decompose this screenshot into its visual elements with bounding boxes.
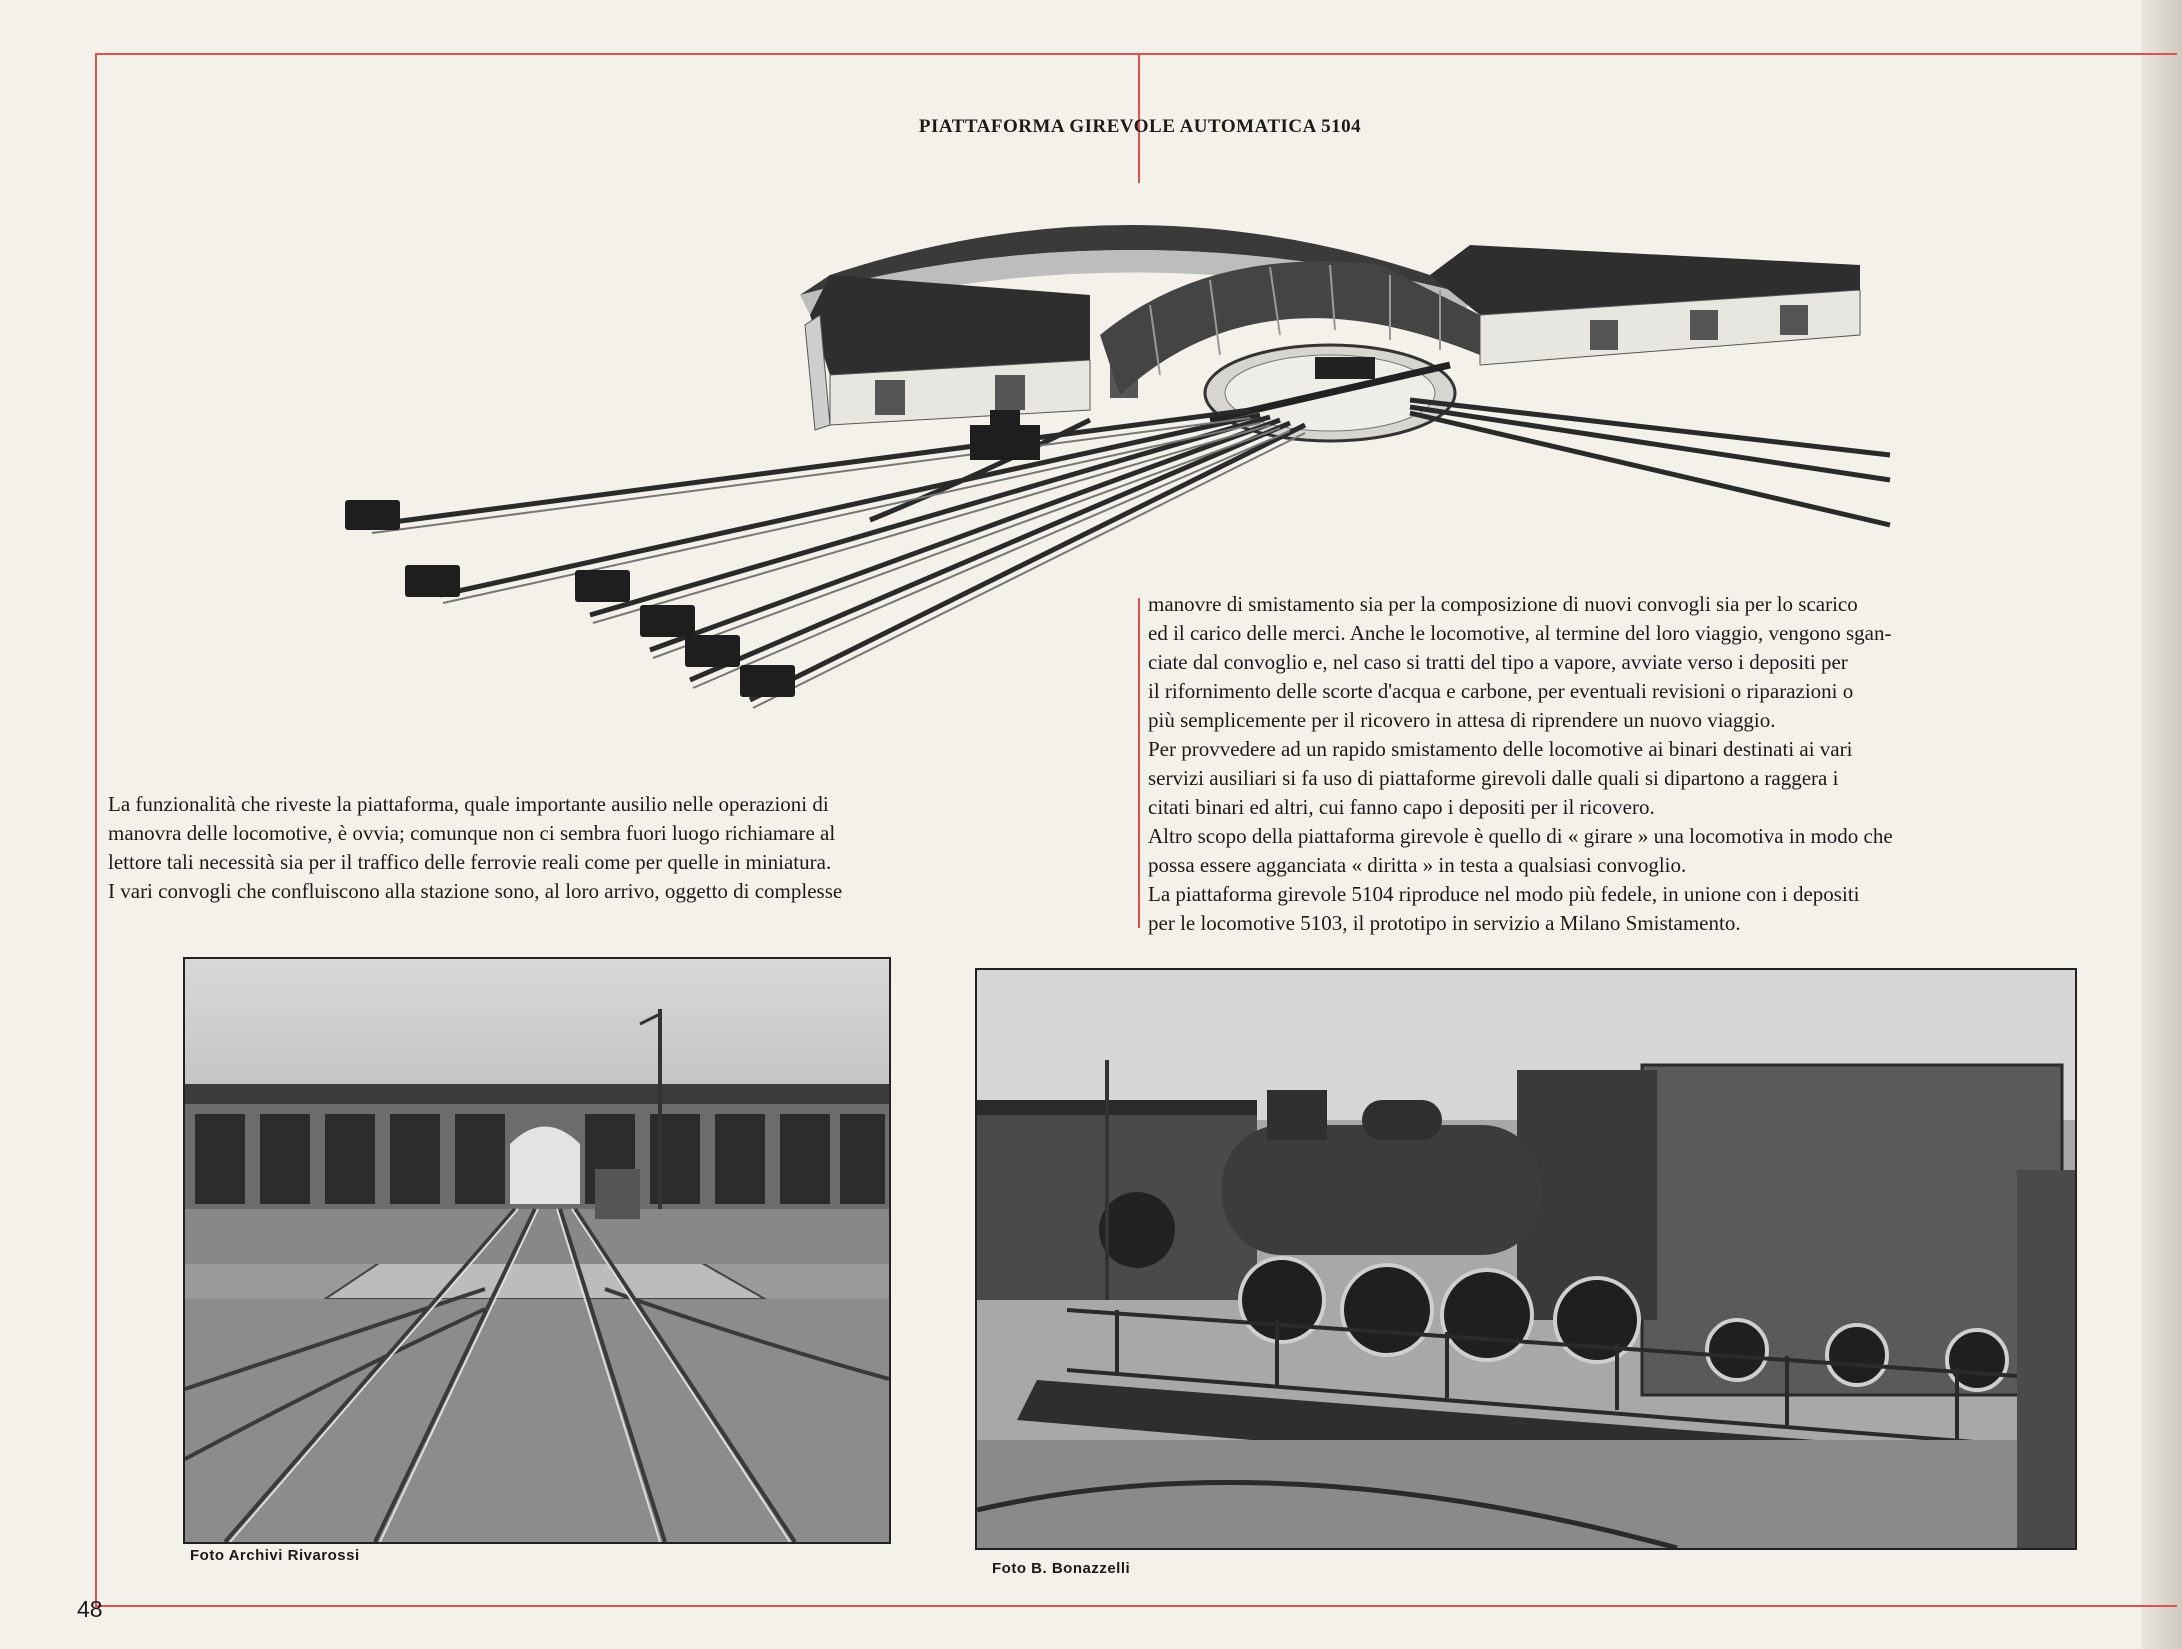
left-line-4: I vari convogli che confluiscono alla stazione sono, al loro arrivo, oggetto di complesse — [108, 879, 843, 903]
left-line-3: lettore tali necessità sia per il traffico delle ferrovie reali come per quelle in miniatura. — [108, 850, 832, 874]
right-column-text — [1148, 590, 2140, 938]
right-line: servizi ausiliari si fa uso di piattaforme girevoli dalle quali si dipartono a raggera i — [1148, 766, 1839, 790]
roundhouse-tracks-photo — [183, 957, 891, 1544]
paragraph-1 — [1148, 590, 2140, 735]
right-line: ciate dal convoglio e, nel caso si tratti del tipo a vapore, avviate verso i depositi per — [1148, 650, 1848, 674]
right-photo-caption: Foto B. Bonazzelli — [992, 1560, 1131, 1577]
right-line: ed il carico delle merci. Anche le locomotive, al termine del loro viaggio, vengono sgan- — [1148, 621, 1892, 645]
left-column-text — [108, 790, 1100, 906]
page-number: 48 — [77, 1596, 103, 1622]
right-line: per le locomotive 5103, il prototipo in servizio a Milano Smistamento. — [1148, 911, 1741, 935]
paragraph-3 — [1148, 822, 2140, 880]
left-line-2: manovra delle locomotive, è ovvia; comunque non ci sembra fuori luogo richiamare al — [108, 821, 836, 845]
right-line: il rifornimento delle scorte d'acqua e carbone, per eventuali revisioni o riparazioni o — [1148, 679, 1854, 703]
right-line: Altro scopo della piattaforma girevole è quello di « girare » una locomotiva in modo che — [1148, 824, 1893, 848]
steam-locomotive-turntable-photo — [975, 968, 2077, 1550]
left-photo-caption: Foto Archivi Rivarossi — [190, 1547, 360, 1564]
right-line: manovre di smistamento sia per la composizione di nuovi convogli sia per lo scarico — [1148, 592, 1858, 616]
page-title: PIATTAFORMA GIREVOLE AUTOMATICA 5104 — [918, 116, 1362, 137]
right-line: Per provvedere ad un rapido smistamento delle locomotive ai binari destinati ai vari — [1148, 737, 1853, 761]
right-line: più semplicemente per il ricovero in attesa di riprendere un nuovo viaggio. — [1148, 708, 1776, 732]
right-line: citati binari ed altri, cui fanno capo i depositi per il ricovero. — [1148, 795, 1655, 819]
left-line-1: La funzionalità che riveste la piattaforma, quale importante ausilio nelle operazioni di — [108, 792, 829, 816]
right-line: La piattaforma girevole 5104 riproduce nel modo più fedele, in unione con i depositi — [1148, 882, 1860, 906]
paragraph-2 — [1148, 735, 2140, 822]
paragraph-4 — [1148, 880, 2140, 938]
right-line: possa essere agganciata « diritta » in testa a qualsiasi convoglio. — [1148, 853, 1687, 877]
